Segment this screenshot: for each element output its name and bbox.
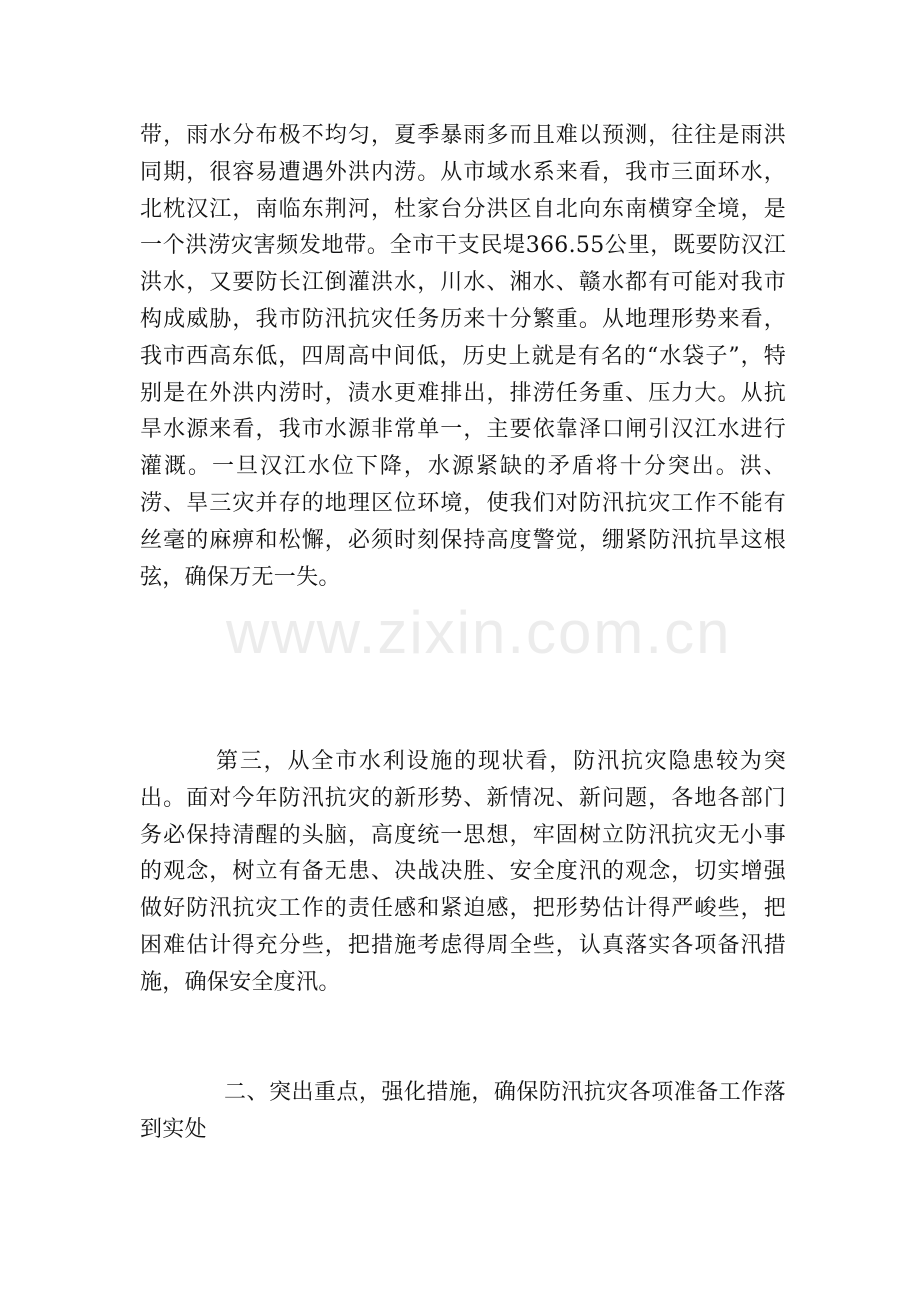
body-paragraph-1: 带，雨水分布极不均匀，夏季暴雨多而且难以预测，往往是雨洪同期，很容易遭遇外洪内涝。从市域水系来看，我市三面环水，北枕汉江，南临东荆河，杜家台分洪区自北向东南横穿全境，是一个洪涝灾害频发地带。全市干支民堤366.55公里，既要防汉江洪水，又要防长江倒灌洪水，川水、湘水、赣水都有可能对我市构成威胁，我市防汛抗灾任务历来十分繁重。从地理形势来看，我市西高东低，四周高中间低，历史上就是有名的“水袋子”，特别是在外洪内涝时，渍水更难排出，排涝任务重、压力大。从抗旱水源来看，我市水源非常单一，主要依靠泽口闸引汉江水进行灌溉。一旦汉江水位下降，水源紧缺的矛盾将十分突出。洪、涝、旱三灾并存的地理区位环境，使我们对防汛抗灾工作不能有丝毫的麻痹和松懈，必须时刻保持高度警觉，绷紧防汛抗旱这根弦，确保万无一失。 — [140, 123, 786, 590]
watermark: www.zixin.com.cn — [226, 599, 732, 666]
section-heading: 二、突出重点，强化措施，确保防汛抗灾各项准备工作落到实处 — [140, 1080, 786, 1142]
body-paragraph-2: 第三，从全市水利设施的现状看，防汛抗灾隐患较为突出。面对今年防汛抗灾的新形势、新情况、新问题，各地各部门务必保持清醒的头脑，高度统一思想，牢固树立防汛抗灾无小事的观念，树立有备无患、决战决胜、安全度汛的观念，切实增强做好防汛抗灾工作的责任感和紧迫感，把形势估计得严峻些，把困难估计得充分些，把措施考虑得周全些，认真落实各项备汛措施，确保安全度汛。 — [140, 749, 786, 995]
